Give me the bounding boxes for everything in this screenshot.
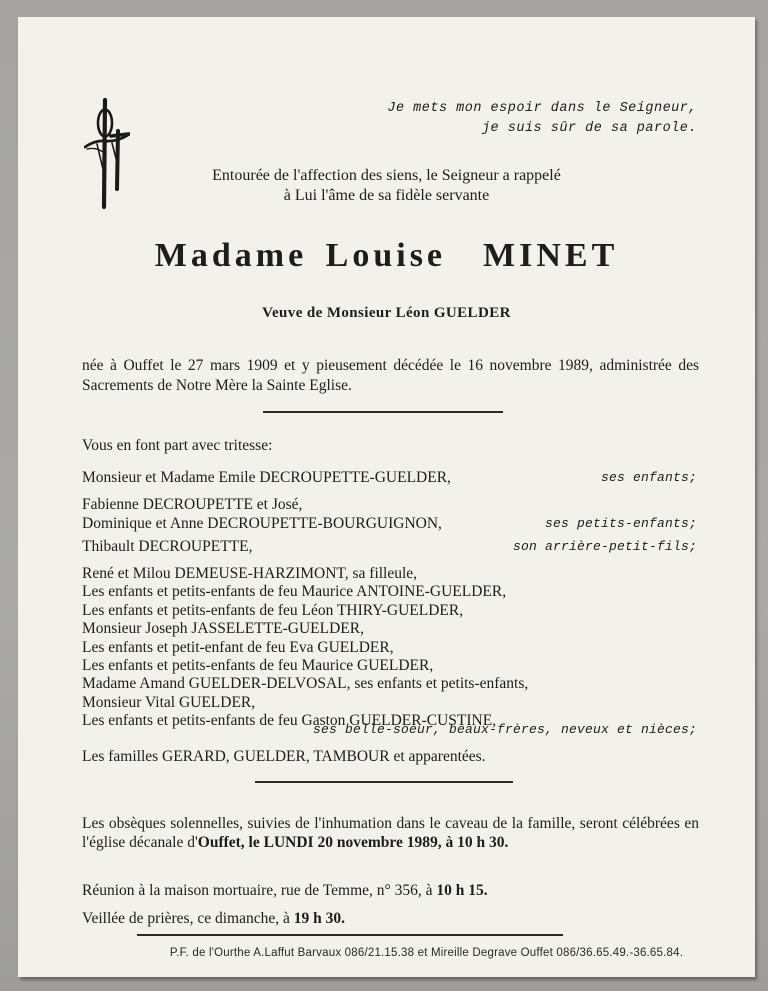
divider-rule-3 bbox=[137, 934, 563, 936]
scripture-quote-line2: je suis sûr de sa parole. bbox=[481, 121, 697, 136]
relative-line: Les enfants et petits-enfants de feu Maurice ANTOINE-GUELDER, bbox=[82, 583, 507, 601]
mourner-names: Monsieur et Madame Emile DECROUPETTE-GUELDER, bbox=[82, 469, 451, 486]
relatives-list bbox=[82, 565, 699, 731]
divider-rule-2 bbox=[255, 781, 513, 783]
relationship-label: ses enfants; bbox=[600, 470, 697, 485]
reunion-text: Réunion à la maison mortuaire, rue de Temme, n° 356, à bbox=[82, 882, 437, 899]
intro-line2: à Lui l'âme de sa fidèle servante bbox=[283, 187, 490, 204]
relative-line: Monsieur Vital GUELDER, bbox=[82, 693, 256, 711]
relationship-label: son arrière-petit-fils; bbox=[512, 539, 697, 554]
divider-rule-1 bbox=[263, 411, 503, 413]
relative-line: Madame Amand GUELDER-DELVOSAL, ses enfants et petits-enfants, bbox=[82, 675, 529, 693]
veillee-time-bold: 19 h 30. bbox=[293, 910, 345, 927]
mourner-row-great-grandson bbox=[82, 538, 697, 557]
memorial-card bbox=[18, 17, 755, 977]
veillee-text: Veillée de prières, ce dimanche, à bbox=[82, 910, 294, 927]
relative-line: Les enfants et petit-enfant de feu Eva GUELDER, bbox=[82, 638, 394, 656]
bio-line2: administrée des Sacrements de Notre Mère la Sainte Eglise. bbox=[82, 357, 699, 394]
bio-line1: née à Ouffet le 27 mars 1909 et y pieusement décédée le 16 novembre 1989, bbox=[82, 357, 593, 374]
scripture-quote bbox=[387, 99, 697, 139]
intro-sentence bbox=[18, 166, 755, 206]
intro-line1: Entourée de l'affection des siens, le Seigneur a rappelé bbox=[212, 167, 561, 184]
funeral-date-bold: Ouffet, le LUNDI 20 novembre 1989, à 10 h 30. bbox=[197, 834, 509, 851]
relationship-label: ses petits-enfants; bbox=[544, 515, 697, 531]
mourner-names bbox=[82, 496, 442, 533]
scripture-quote-line1: Je mets mon espoir dans le Seigneur, bbox=[387, 101, 697, 116]
relative-line: Monsieur Joseph JASSELETTE-GUELDER, bbox=[82, 620, 364, 638]
announcement-intro: Vous en font part avec tritesse: bbox=[82, 437, 273, 454]
relatives-relationship-label: ses belle-soeur, beaux-frères, neveux et nièces; bbox=[312, 722, 697, 737]
mortuary-meeting-line bbox=[82, 882, 488, 900]
relative-line: René et Milou DEMEUSE-HARZIMONT, sa filleule, bbox=[82, 565, 418, 582]
widow-subtitle: Veuve de Monsieur Léon GUELDER bbox=[262, 305, 511, 321]
funeral-line1: Les obsèques solennelles, suivies de l'inhumation dans le caveau de la famille, bbox=[82, 815, 580, 832]
relative-line: Les enfants et petits-enfants de feu Léon THIRY-GUELDER, bbox=[82, 601, 464, 619]
relative-line: Les enfants et petits-enfants de feu Gaston GUELDER-CUSTINE, bbox=[82, 712, 497, 730]
reunion-time-bold: 10 h 15. bbox=[436, 882, 488, 899]
funeral-service-notice bbox=[82, 814, 699, 852]
deceased-name-title: Madame Louise MINET bbox=[154, 237, 619, 274]
relative-line: Les enfants et petits-enfants de feu Maurice GUELDER, bbox=[82, 657, 434, 675]
grandchildren-line1: Fabienne DECROUPETTE et José, bbox=[82, 496, 303, 513]
prayer-vigil-line bbox=[82, 910, 345, 928]
birth-death-notice bbox=[82, 356, 699, 395]
mourner-row-grandchildren bbox=[82, 496, 697, 533]
mourner-row-children bbox=[82, 469, 697, 488]
grandchildren-line2: Dominique et Anne DECROUPETTE-BOURGUIGNON, bbox=[82, 514, 442, 532]
related-families-line: Les familles GERARD, GUELDER, TAMBOUR et apparentées. bbox=[82, 748, 486, 765]
mourner-names: Thibault DECROUPETTE, bbox=[82, 538, 253, 555]
funeral-line2-regular: seront célébrées en l'église décanale d' bbox=[82, 815, 699, 851]
funeral-home-footer: P.F. de l'Ourthe A.Laffut Barvaux 086/21.15.38 et Mireille Degrave Ouffet 086/36.65.49.-36.65.84. bbox=[169, 947, 684, 959]
